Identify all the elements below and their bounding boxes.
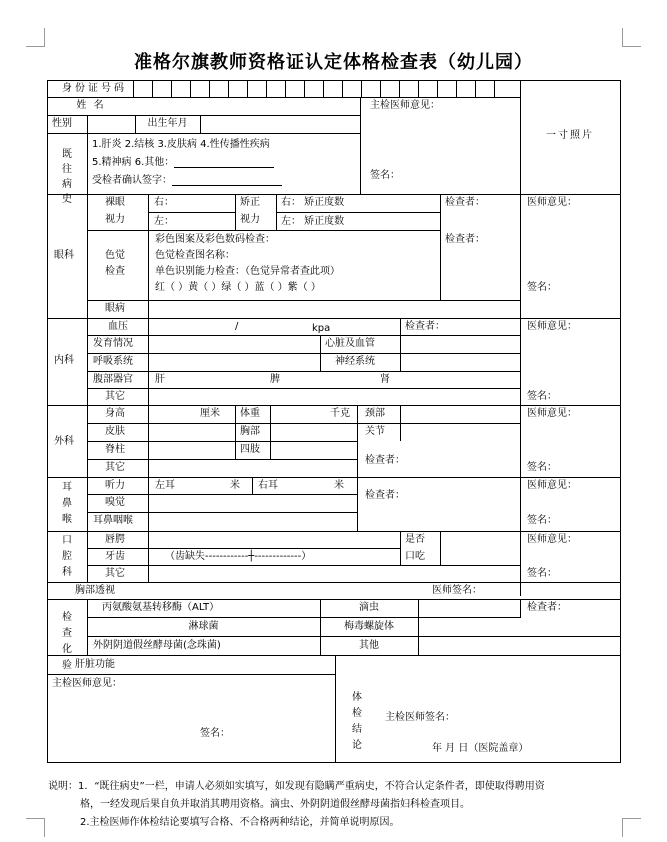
lab-other-label: 其他 — [359, 640, 379, 651]
page-title: 准格尔旗教师资格证认定体格检查表（幼儿园） — [134, 52, 533, 73]
stutter-label: 口吃 — [405, 551, 425, 562]
eye-sign-label: 签名： — [527, 282, 557, 293]
right-ear-unit: 米 — [334, 480, 344, 491]
heart-label: 心脏及血管 — [325, 338, 375, 349]
id-number-label: 身份证号码 — [62, 83, 127, 94]
vision-label: 视力 — [105, 214, 125, 225]
stutter-question-label: 是否 — [405, 534, 425, 545]
skin-label: 皮肤 — [105, 426, 125, 437]
ent-inspector-label: 检查者： — [365, 490, 405, 501]
exam-conclusion-label: 体 检 结 论 — [352, 692, 362, 751]
color-test-line-2: 色觉检查图名称： — [155, 250, 235, 261]
naked-right-label: 右： — [154, 197, 174, 208]
chest-xray-label: 胸部透视 — [75, 585, 115, 596]
surgery-other-label: 其它 — [105, 462, 125, 473]
gender-label: 性别 — [52, 118, 72, 129]
note-1b: 格，一经发现后果自负并取消其聘用资格。滴虫、外阴阴道假丝酵母菌指妇科检查项目。 — [80, 799, 470, 810]
header-sign-label: 签名： — [370, 170, 400, 181]
oral-other-label: 其它 — [105, 568, 125, 579]
limbs-label: 四肢 — [240, 444, 260, 455]
hearing-label: 听力 — [105, 480, 125, 491]
corrected-label: 矫正 — [240, 197, 260, 208]
naked-eye-label: 裸眼 — [105, 197, 125, 208]
ent-opinion-label: 医师意见： — [527, 480, 577, 491]
eye-inspector-label-2: 检查者： — [445, 234, 485, 245]
blood-pressure-label: 血压 — [108, 321, 128, 332]
surgery-inspector-label: 检查者： — [365, 455, 405, 466]
eye-inspector-label: 检查者： — [445, 197, 485, 208]
joint-label: 关节 — [365, 426, 385, 437]
chief-opinion-label: 主检医师意见： — [370, 100, 440, 111]
xray-doctor-sign-label: 医师签名： — [432, 585, 482, 596]
gonorrhea-label: 淋球菌 — [188, 621, 219, 632]
candida-label: 外阴阴道假丝酵母菌(念珠菌) — [93, 640, 221, 651]
right-corrected-degree: 右： 矫正度数 — [281, 197, 345, 208]
lab-inspector-label: 检查者： — [527, 602, 567, 613]
internal-other-label: 其它 — [105, 391, 125, 402]
conclusion-chief-opinion-label: 主检医师意见： — [52, 678, 122, 689]
crop-mark-top-right — [622, 28, 641, 47]
internal-sign-label: 签名： — [527, 391, 557, 402]
surgery-sign-label: 签名： — [527, 462, 557, 473]
color-vision-label-2: 检查 — [105, 266, 125, 277]
left-ear-label: 左耳 — [155, 480, 175, 491]
alt-label: 丙氨酸氨基转移酶（ALT） — [102, 602, 220, 613]
trichomonas-label: 滴虫 — [359, 602, 379, 613]
bp-slash: / — [235, 321, 239, 332]
photo-placeholder: 一寸照片 — [546, 130, 594, 141]
color-test-line-3: 单色识别能力检查：（色觉异常者查此项） — [155, 266, 340, 277]
note-2: 2.主检医师作体检结论要填写合格、不合格两种结论，并简单说明原因。 — [80, 817, 400, 828]
neck-label: 颈部 — [365, 408, 385, 419]
syphilis-label: 梅毒螺旋体 — [344, 621, 394, 632]
abdomen-label: 腹部器官 — [93, 374, 133, 385]
smell-label: 嗅觉 — [105, 497, 125, 508]
notes — [48, 778, 633, 832]
chief-doctor-sign-label: 主检医师签名： — [385, 712, 455, 723]
liver-function-label: 肝脏功能 — [75, 659, 115, 670]
height-unit: 厘米 — [200, 408, 220, 419]
table-border-right — [620, 80, 621, 763]
development-label: 发育情况 — [93, 338, 133, 349]
teeth-label: 牙齿 — [105, 551, 125, 562]
lips-label: 唇腭 — [105, 534, 125, 545]
crop-mark-top-left — [26, 28, 45, 47]
height-label: 身高 — [105, 408, 125, 419]
oral-section-label: 口 腔 科 — [62, 535, 72, 578]
left-ear-unit: 米 — [230, 480, 240, 491]
birth-label: 出生年月 — [147, 118, 188, 129]
chest-label: 胸部 — [240, 426, 260, 437]
internal-section-label: 内科 — [54, 355, 74, 366]
table-border-bottom — [47, 762, 621, 763]
teeth-detail: （齿缺失------------┼-------------） — [165, 551, 312, 562]
date-stamp-label: 年 月 日（医院盖章） — [432, 743, 529, 754]
name-label: 姓 名 — [76, 100, 106, 111]
weight-unit: 千克 — [330, 408, 350, 419]
note-1a: 说明：1．“既往病史”一栏，申请人必须如实填写，如发现有隐瞒严重病史，不符合认定条件者，即使取得聘用资 — [48, 781, 545, 792]
spine-label: 脊柱 — [105, 444, 125, 455]
surgery-section-label: 外科 — [54, 436, 74, 447]
ent-section-label: 耳 鼻 喉 — [62, 482, 72, 525]
ent-sign-label: 签名： — [527, 515, 557, 526]
eye-opinion-label: 医师意见： — [527, 197, 577, 208]
ent-disease-label: 耳鼻咽喉 — [93, 515, 133, 526]
oral-opinion-label: 医师意见： — [527, 534, 577, 545]
oral-sign-label: 签名： — [527, 568, 557, 579]
right-ear-label: 右耳 — [258, 480, 278, 491]
conclusion-sign-label: 签名： — [200, 728, 230, 739]
weight-label: 体重 — [240, 408, 260, 419]
history-line-2: 5.精神病 6.其他： — [92, 157, 274, 168]
kidney-label: 肾 — [380, 374, 390, 385]
internal-inspector-label: 检查者： — [405, 321, 445, 332]
nervous-label: 神经系统 — [335, 356, 375, 367]
history-line-3: 受检者确认签字： — [92, 175, 282, 186]
left-corrected-degree: 左： 矫正度数 — [281, 216, 345, 227]
eye-section-label: 眼科 — [54, 250, 74, 261]
lab-section-label: 检 查 化 验 — [62, 612, 72, 671]
spleen-label: 脾 — [270, 374, 280, 385]
corrected-vision-label: 视力 — [240, 214, 260, 225]
internal-opinion-label: 医师意见： — [527, 321, 577, 332]
eye-disease-label: 眼病 — [105, 303, 125, 314]
surgery-opinion-label: 医师意见： — [527, 408, 577, 419]
liver-label: 肝 — [155, 374, 165, 385]
respiratory-label: 呼吸系统 — [93, 356, 133, 367]
color-test-line-1: 彩色图案及彩色数码检查： — [155, 234, 275, 245]
color-vision-label-1: 色觉 — [105, 250, 125, 261]
table-border-left — [47, 80, 48, 763]
crop-mark-bottom-left — [26, 818, 45, 837]
bp-unit: kpa — [312, 323, 331, 334]
history-label: 既 往 病 史 — [62, 149, 72, 205]
history-line-1: 1.肝炎 2.结核 3.皮肤病 4.性传播性疾病 — [92, 139, 270, 150]
naked-left-label: 左： — [154, 216, 174, 227]
color-test-line-4: 红（ ）黄（ ）绿（ ）蓝（ ）紫（ ） — [155, 282, 321, 293]
